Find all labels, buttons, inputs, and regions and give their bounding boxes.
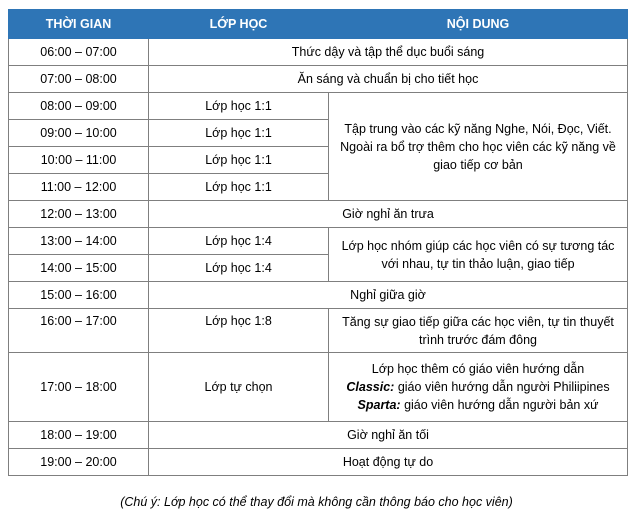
time-cell: 09:00 – 10:00	[9, 120, 149, 147]
time-cell: 14:00 – 15:00	[9, 255, 149, 282]
table-row	[9, 201, 628, 228]
time-cell: 11:00 – 12:00	[9, 174, 149, 201]
content-cell: Thức dậy và tập thể dục buổi sáng	[149, 39, 628, 66]
class-cell: Lớp học 1:4	[149, 228, 329, 255]
sparta-text: giáo viên hướng dẫn người bản xứ	[400, 398, 599, 412]
class-cell: Lớp học 1:1	[149, 147, 329, 174]
table-header-row	[9, 10, 628, 39]
classic-text: giáo viên hướng dẫn người Philiipines	[394, 380, 610, 394]
time-cell: 12:00 – 13:00	[9, 201, 149, 228]
schedule-table	[8, 9, 628, 476]
time-cell: 18:00 – 19:00	[9, 422, 149, 449]
table-row	[9, 228, 628, 255]
class-cell: Lớp tự chọn	[149, 353, 329, 422]
content-cell: Giờ nghỉ ăn trưa	[149, 201, 628, 228]
time-cell: 19:00 – 20:00	[9, 449, 149, 476]
table-row	[9, 353, 628, 422]
content-cell	[329, 353, 628, 422]
content-cell: Tập trung vào các kỹ năng Nghe, Nói, Đọc, Viết. Ngoài ra bổ trợ thêm cho học viên các kỹ năng về giao tiếp cơ bản	[329, 93, 628, 201]
header-class: LỚP HỌC	[149, 10, 329, 39]
time-cell: 15:00 – 16:00	[9, 282, 149, 309]
table-row	[9, 66, 628, 93]
content-cell: Hoạt động tự do	[149, 449, 628, 476]
content-cell: Lớp học nhóm giúp các học viên có sự tương tác với nhau, tự tin thảo luận, giao tiếp	[329, 228, 628, 282]
time-cell: 07:00 – 08:00	[9, 66, 149, 93]
class-cell: Lớp học 1:1	[149, 174, 329, 201]
time-cell: 10:00 – 11:00	[9, 147, 149, 174]
table-row	[9, 309, 628, 353]
header-content: NỘI DUNG	[329, 10, 628, 39]
class-cell: Lớp học 1:4	[149, 255, 329, 282]
time-cell: 13:00 – 14:00	[9, 228, 149, 255]
table-row	[9, 422, 628, 449]
header-time: THỜI GIAN	[9, 10, 149, 39]
content-cell: Nghỉ giữa giờ	[149, 282, 628, 309]
class-cell: Lớp học 1:1	[149, 120, 329, 147]
classic-label: Classic:	[346, 380, 395, 394]
elective-intro: Lớp học thêm có giáo viên hướng dẫn	[371, 362, 585, 376]
time-cell: 08:00 – 09:00	[9, 93, 149, 120]
table-row	[9, 39, 628, 66]
content-cell: Tăng sự giao tiếp giữa các học viên, tự tin thuyết trình trước đám đông	[329, 309, 628, 353]
elective-sparta	[333, 396, 623, 414]
content-cell: Ăn sáng và chuẩn bị cho tiết học	[149, 66, 628, 93]
content-cell: Giờ nghỉ ăn tối	[149, 422, 628, 449]
time-cell: 06:00 – 07:00	[9, 39, 149, 66]
sparta-label: Sparta:	[357, 398, 401, 412]
time-cell: 16:00 – 17:00	[9, 309, 149, 353]
table-row	[9, 93, 628, 120]
elective-classic	[333, 378, 623, 396]
table-row	[9, 449, 628, 476]
class-cell: Lớp học 1:8	[149, 309, 329, 353]
footnote: (Chú ý: Lớp học có thể thay đổi mà không cần thông báo cho học viên)	[120, 495, 513, 509]
time-cell: 17:00 – 18:00	[9, 353, 149, 422]
table-row	[9, 282, 628, 309]
class-cell: Lớp học 1:1	[149, 93, 329, 120]
